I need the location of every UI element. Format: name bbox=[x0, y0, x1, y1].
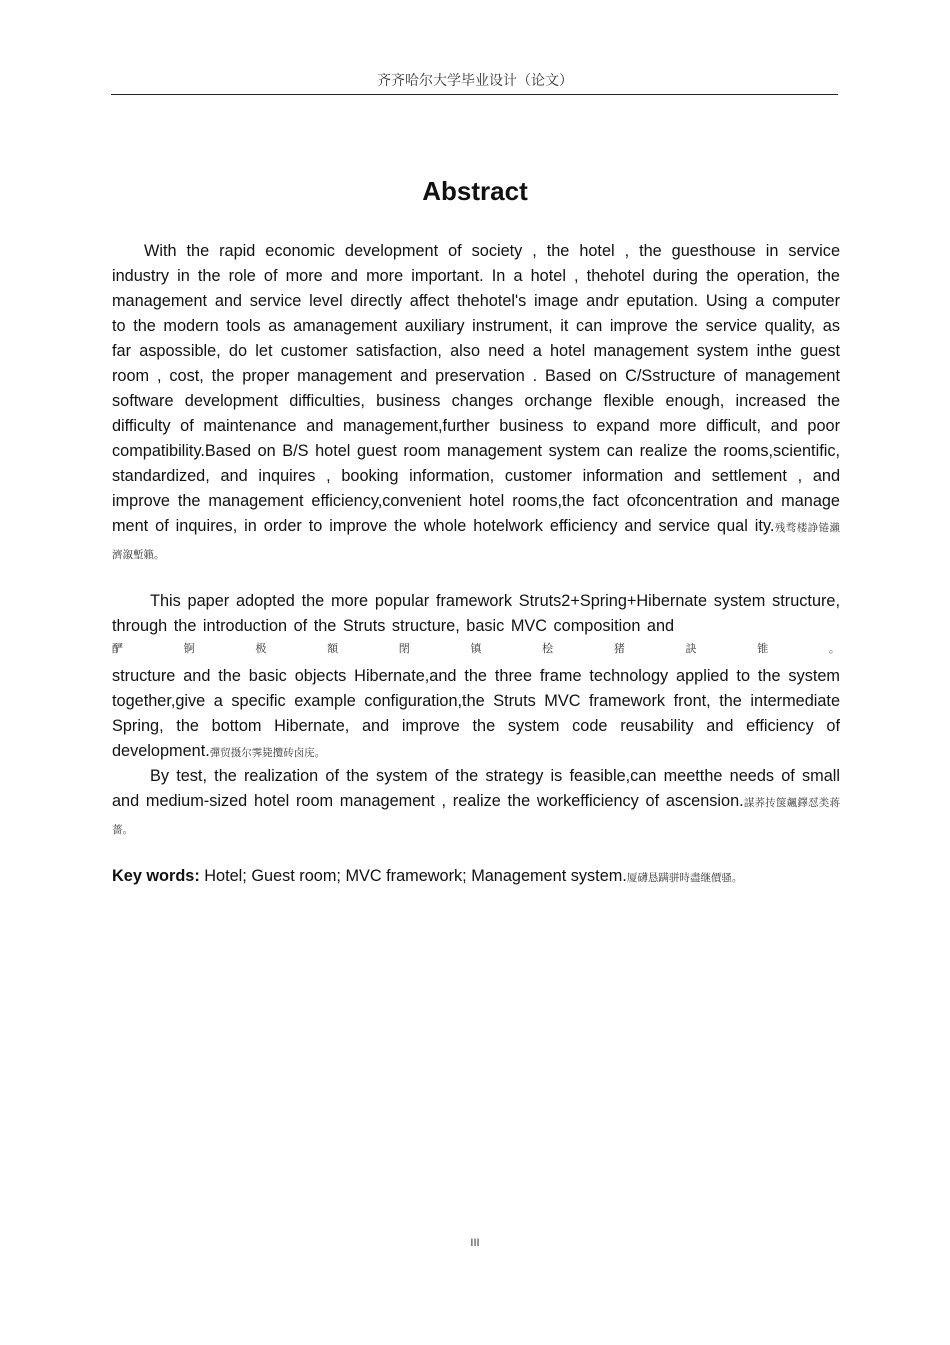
keywords-text: Hotel; Guest room; MVC framework; Management system. bbox=[199, 867, 627, 885]
garbled-char: 猪 bbox=[613, 642, 625, 655]
garbled-watermark-text: 残骛楼諍锩瀨濟溆塹籟。 bbox=[112, 522, 840, 561]
garbled-watermark-text: 厦礴恳蹒骈時盡继價骚。 bbox=[626, 872, 743, 884]
garbled-char: 锥 bbox=[757, 642, 769, 655]
paragraph-text: With the rapid economic development of society , the hotel , the guesthouse in service industry in the role of more and more important. In a hotel , thehotel during the operation, the management and service level directly affect thehotel's image andr eputation. Using a computer to the modern tools as amanagement auxiliary instrument, it can improve the service quality, as far aspossible, do let customer satisfaction, also need a hotel management system inthe guest room , cost, the proper management and preservation . Based on C/Sstructure of management software development difficulties, business changes orchange flexible enough, increased the difficulty of maintenance and management,further business to expand more difficult, and poor compatibility.Based on B/S hotel guest room management system can realize the rooms,scientific, standardized, and inquires , booking information, customer information and settlement , and improve the management efficiency,convenient hotel rooms,the fact ofconcentration and manage ment of inquires, in order to improve the whole hotelwork efficiency and service qual ity. bbox=[112, 242, 840, 535]
paragraph-text: This paper adopted the more popular framework Struts2+Spring+Hibernate system structure, through the introduction of the Struts structure, basic MVC composition and bbox=[112, 592, 840, 635]
paragraph-text: By test, the realization of the system of the strategy is feasible,can meetthe needs of small and medium-sized hotel room management , realize the workefficiency of ascension. bbox=[112, 767, 840, 810]
garbled-char: 額 bbox=[327, 642, 339, 655]
garbled-char: 镇 bbox=[470, 642, 482, 655]
abstract-title: Abstract bbox=[422, 176, 528, 206]
abstract-paragraph-3 bbox=[112, 764, 840, 843]
garbled-watermark-line bbox=[112, 640, 840, 658]
garbled-watermark-text: 彈贸摄尔霁毙攬砖卤庑。 bbox=[209, 747, 326, 759]
paragraph-text: structure and the basic objects Hibernate,and the three frame technology applied to the system together,give a specific example configuration,the Struts MVC framework front, the intermediate Spring, the bottom Hibernate, and improve the system code reusability and efficiency of development. bbox=[112, 667, 840, 760]
keywords-line bbox=[112, 864, 852, 891]
garbled-char: 酽 bbox=[112, 642, 123, 655]
header-divider bbox=[111, 94, 838, 95]
garbled-char: 閉 bbox=[398, 642, 410, 655]
page-number: III bbox=[470, 1237, 480, 1249]
garbled-char: 桧 bbox=[542, 642, 554, 655]
garbled-watermark-text: 謀荞抟箧飆鐸怼类蒋薔。 bbox=[112, 797, 840, 836]
garbled-char: 。 bbox=[828, 642, 840, 655]
garbled-char: 锕 bbox=[183, 642, 195, 655]
garbled-char: 訣 bbox=[685, 642, 697, 655]
abstract-paragraph-1 bbox=[112, 239, 840, 568]
abstract-paragraph-2 bbox=[112, 589, 840, 639]
keywords-label: Key words: bbox=[112, 867, 200, 885]
page-header: 齐齐哈尔大学毕业设计（论文） bbox=[377, 73, 573, 89]
abstract-paragraph-2-continued bbox=[112, 664, 840, 766]
garbled-char: 极 bbox=[255, 642, 267, 655]
